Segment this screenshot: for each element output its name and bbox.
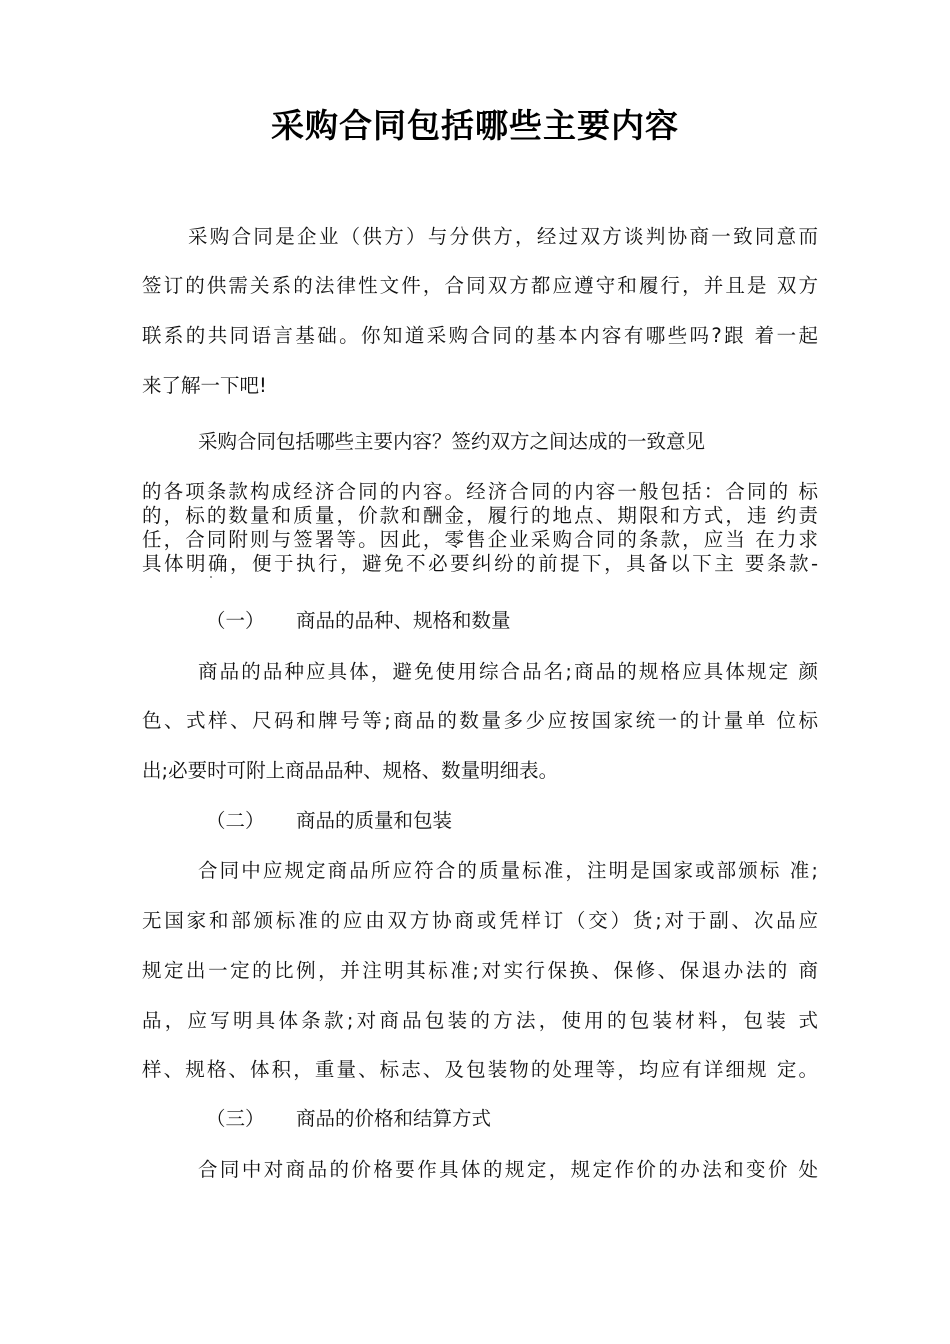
intro-line-4: 来了解一下吧! xyxy=(142,374,267,397)
dense-line-3: 任，合同附则与签署等。因此，零售企业采购合同的条款，应当 在力求 xyxy=(142,528,818,551)
section-number: （一） xyxy=(206,609,265,632)
section-2-line-1: 合同中应规定商品所应符合的质量标准，注明是国家或部颁标 准; xyxy=(198,859,818,882)
section-1-line-3: 出;必要时可附上商品品种、规格、数量明细表。 xyxy=(142,759,559,782)
intro-line-1: 采购合同是企业（供方）与分供方，经过双方谈判协商一致同意而 xyxy=(188,225,818,248)
section-2-line-5: 样、规格、体积，重量、标志、及包装物的处理等，均应有详细规 定。 xyxy=(142,1058,818,1081)
section-2-line-2: 无国家和部颁标准的应由双方协商或凭样订（交）货;对于副、次品应 xyxy=(142,909,818,932)
section-title: 商品的品种、规格和数量 xyxy=(296,609,511,632)
dense-line-4: 具体明确，便于执行，避免不必要纠纷的前提下，具备以下主 要条款- xyxy=(142,552,818,575)
section-heading-1 xyxy=(206,609,511,633)
stray-mark xyxy=(210,576,212,578)
document-title: 采购合同包括哪些主要内容 xyxy=(271,106,679,145)
section-heading-3 xyxy=(206,1107,491,1131)
section-title: 商品的价格和结算方式 xyxy=(296,1107,492,1130)
dense-line-2: 的，标的数量和质量，价款和酬金，履行的地点、期限和方式，违 约责 xyxy=(142,504,818,527)
intro-line-3: 联系的共同语言基础。你知道采购合同的基本内容有哪些吗?跟 着一起 xyxy=(142,324,818,347)
dense-line-1: 的各项条款构成经济合同的内容。经济合同的内容一般包括：合同的 标 xyxy=(142,480,818,503)
section-2-line-3: 规定出一定的比例，并注明其标准;对实行保换、保修、保退办法的 商 xyxy=(142,959,818,982)
section-1-line-2: 色、式样、尺码和牌号等;商品的数量多少应按国家统一的计量单 位标 xyxy=(142,709,818,732)
section-heading-2 xyxy=(206,809,452,833)
section-2-line-4: 品，应写明具体条款;对商品包装的方法，使用的包装材料，包装 式 xyxy=(142,1009,818,1032)
section-3-line-1: 合同中对商品的价格要作具体的规定，规定作价的办法和变价 处 xyxy=(198,1158,818,1181)
section-number: （三） xyxy=(206,1107,265,1130)
section-title: 商品的质量和包装 xyxy=(296,809,453,832)
question-line: 采购合同包括哪些主要内容？签约双方之间达成的一致意见 xyxy=(198,430,706,453)
intro-line-2: 签订的供需关系的法律性文件，合同双方都应遵守和履行，并且是 双方 xyxy=(142,274,818,297)
section-number: （二） xyxy=(206,809,265,832)
section-1-line-1: 商品的品种应具体，避免使用综合品名;商品的规格应具体规定 颜 xyxy=(198,660,818,683)
